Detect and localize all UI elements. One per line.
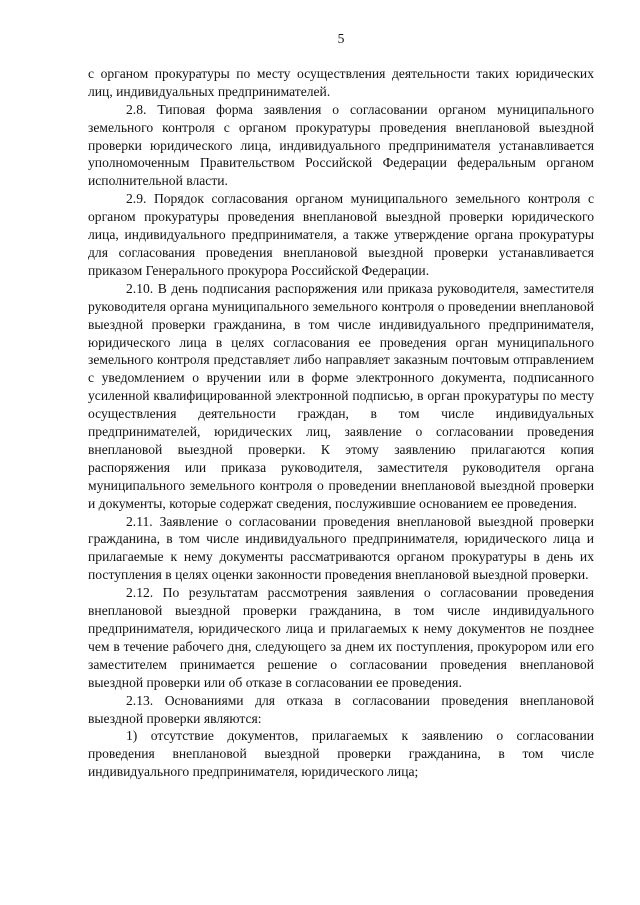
paragraph-2-13: 2.13. Основаниями для отказа в согласовании проведения внеплановой выездной проверки являются:: [88, 692, 594, 726]
paragraph-2-8: 2.8. Типовая форма заявления о согласовании органом муниципального земельного контроля с органом прокуратуры проведения внеплановой выездной проверки юридического лица, индивидуального предпринимателя устанавливается уполномоченным Правительством Российской Федерации федеральным органом исполнительной власти.: [88, 101, 594, 189]
page-number: 5: [337, 31, 345, 46]
paragraph-2-11: 2.11. Заявление о согласовании проведения внеплановой выездной проверки гражданина, в том числе индивидуального предпринимателя, юридического лица и прилагаемые к нему документы рассматриваются органом прокуратуры в день их поступления в целях оценки законности проведения внеплановой выездной проверки.: [88, 513, 594, 583]
paragraph-2-12: 2.12. По результатам рассмотрения заявления о согласовании проведения внеплановой выездной проверки гражданина, в том числе индивидуального предпринимателя, юридического лица и прилагаемых к нему документов не позднее чем в течение рабочего дня, следующего за днем их поступления, прокурором или его заместителем принимается решение о согласовании проведения внеплановой выездной проверки или об отказе в согласовании ее проведения.: [88, 585, 594, 690]
paragraph-2-9: 2.9. Порядок согласования органом муниципального земельного контроля с органом прокуратуры проведения внеплановой выездной проверки юридического лица, индивидуального предпринимателя, а также утверждение органа прокуратуры для согласования проведения внеплановой выездной проверки устанавливается приказом Генерального прокурора Российской Федерации.: [88, 191, 594, 278]
paragraph-2-10: 2.10. В день подписания распоряжения или приказа руководителя, заместителя руководителя органа муниципального земельного контроля о проведении внеплановой выездной проверки гражданина, в том числе индивидуального предпринимателя, юридического лица в целях согласования ее проведения орган муниципального земельного контроля представляет либо направляет заказным почтовым отправлением с уведомлением о вручении или в форме электронного документа, подписанного усиленной квалифицированной электронной подписью, в орган прокуратуры по месту осуществления деятельности граждан, в том числе индивидуальных предпринимателей, юридических лиц, заявление о согласовании проведения внеплановой выездной проверки. К этому заявлению прилагаются копия распоряжения или приказа руководителя, заместителя руководителя органа муниципального земельного контроля о проведении внеплановой выездной проверки и документы, которые содержат сведения, послужившие основанием ее проведения.: [88, 280, 594, 511]
paragraph-2-13-item-1: 1) отсутствие документов, прилагаемых к заявлению о согласовании проведения внеплановой выездной проверки гражданина, в том числе индивидуального предпринимателя, юридического лица;: [88, 728, 594, 780]
paragraph-continuation: с органом прокуратуры по месту осуществления деятельности таких юридических лиц, индивидуальных предпринимателей.: [88, 65, 594, 99]
document-page: [88, 30, 594, 781]
